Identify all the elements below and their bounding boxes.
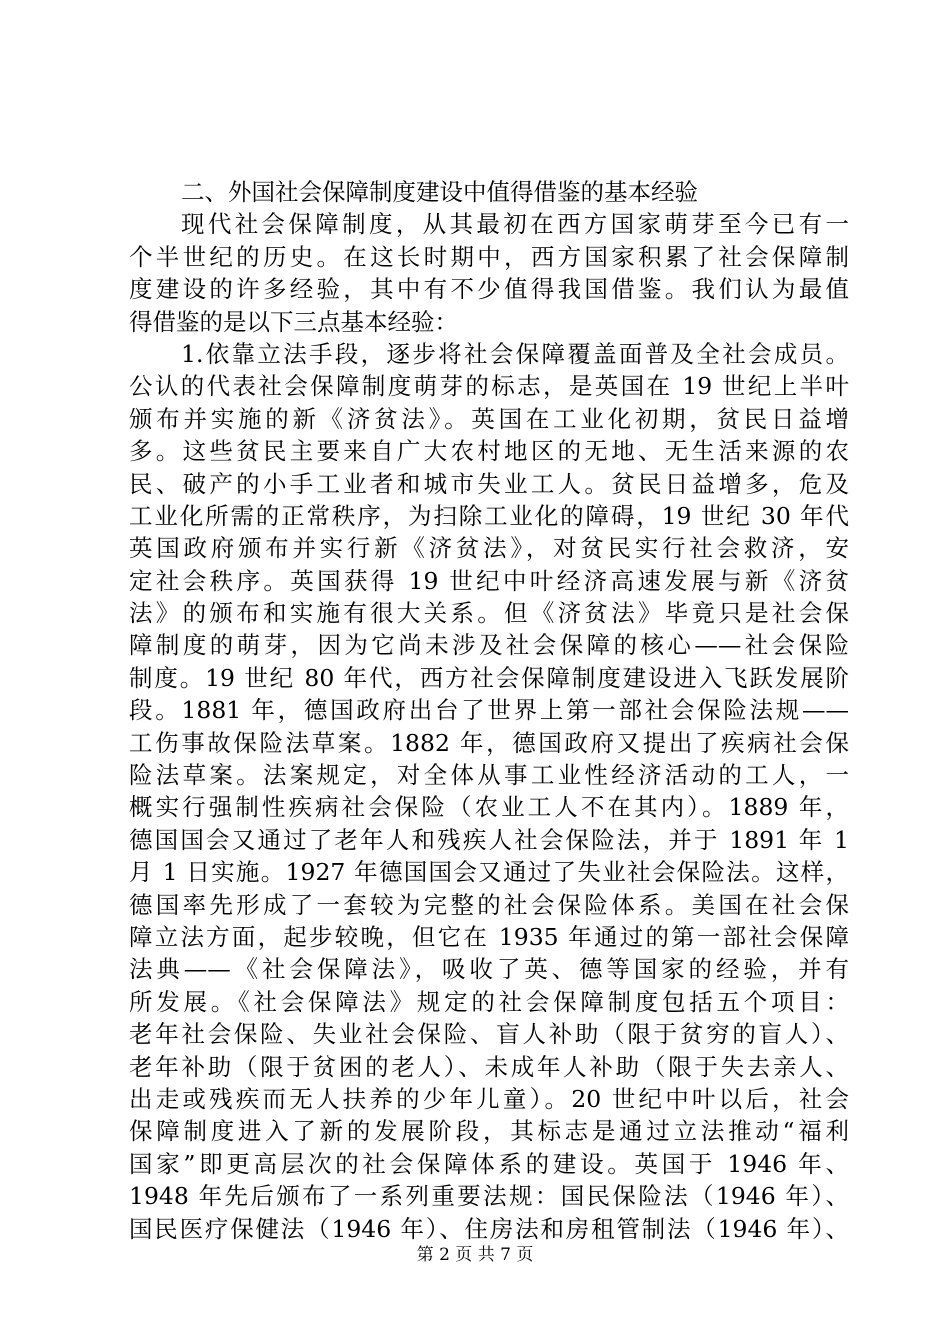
paragraph-line: 保障制度进入了新的发展阶段，其标志是通过立法推动“福利 bbox=[129, 1117, 849, 1146]
paragraph-line: 定社会秩序。英国获得 19 世纪中叶经济高速发展与新《济贫 bbox=[129, 566, 849, 595]
paragraph-line: 工伤事故保险法草案。1882 年，德国政府又提出了疾病社会保 bbox=[129, 728, 849, 757]
paragraph-line: 英国政府颁布并实行新《济贫法》，对贫民实行社会救济，安 bbox=[129, 534, 849, 563]
paragraph-line: 出走或残疾而无人扶养的少年儿童）。20 世纪中叶以后，社会 bbox=[129, 1084, 849, 1113]
paragraph-line: 德国率先形成了一套较为完整的社会保险体系。美国在社会保 bbox=[129, 890, 849, 919]
paragraph-line: 障制度的萌芽，因为它尚未涉及社会保障的核心——社会保险 bbox=[129, 631, 849, 660]
paragraph-line: 概实行强制性疾病社会保险（农业工人不在其内）。1889 年， bbox=[129, 793, 849, 822]
paragraph-line: 障立法方面，起步较晚，但它在 1935 年通过的第一部社会保障 bbox=[129, 922, 849, 951]
paragraph-line: 个半世纪的历史。在这长时期中，西方国家积累了社会保障制 bbox=[129, 242, 849, 271]
paragraph-line: 现代社会保障制度，从其最初在西方国家萌芽至今已有一 bbox=[181, 210, 849, 239]
paragraph-line: 法》的颁布和实施有很大关系。但《济贫法》毕竟只是社会保 bbox=[129, 599, 849, 628]
paragraph-line: 工业化所需的正常秩序，为扫除工业化的障碍，19 世纪 30 年代 bbox=[129, 501, 849, 530]
page-number-footer: 第 2 页 共 7 页 bbox=[416, 1245, 534, 1265]
paragraph-line: 1.依靠立法手段，逐步将社会保障覆盖面普及全社会成员。 bbox=[181, 339, 849, 368]
paragraph-line: 段。1881 年，德国政府出台了世界上第一部社会保险法规—— bbox=[129, 696, 849, 725]
paragraph-line: 得借鉴的是以下三点基本经验： bbox=[129, 307, 458, 336]
paragraph-line: 国民医疗保健法（1946 年）、住房法和房租管制法（1946 年）、 bbox=[129, 1214, 849, 1243]
paragraph-line: 德国国会又通过了老年人和残疾人社会保险法，并于 1891 年 1 bbox=[129, 825, 849, 854]
paragraph-line: 颁布并实施的新《济贫法》。英国在工业化初期，贫民日益增 bbox=[129, 404, 849, 433]
paragraph-line: 所发展。《社会保障法》规定的社会保障制度包括五个项目： bbox=[129, 987, 849, 1016]
paragraph-line: 公认的代表社会保障制度萌芽的标志，是英国在 19 世纪上半叶 bbox=[129, 372, 849, 401]
paragraph-line: 民、破产的小手工业者和城市失业工人。贫民日益增多，危及 bbox=[129, 469, 849, 498]
paragraph-line: 制度。19 世纪 80 年代，西方社会保障制度建设进入飞跃发展阶 bbox=[129, 663, 849, 692]
paragraph-line: 月 1 日实施。1927 年德国国会又通过了失业社会保险法。这样， bbox=[129, 858, 849, 887]
paragraph-line: 法典——《社会保障法》，吸收了英、德等国家的经验，并有 bbox=[129, 955, 849, 984]
paragraph-line: 国家”即更高层次的社会保障体系的建设。英国于 1946 年、 bbox=[129, 1149, 849, 1178]
paragraph-line: 1948 年先后颁布了一系列重要法规：国民保险法（1946 年）、 bbox=[129, 1182, 849, 1211]
document-body bbox=[129, 176, 849, 1245]
paragraph-line: 险法草案。法案规定，对全体从事工业性经济活动的工人，一 bbox=[129, 761, 849, 790]
paragraph-line: 多。这些贫民主要来自广大农村地区的无地、无生活来源的农 bbox=[129, 437, 849, 466]
paragraph-line: 老年补助（限于贫困的老人）、未成年人补助（限于失去亲人、 bbox=[129, 1052, 849, 1081]
paragraph-line: 老年社会保险、失业社会保险、盲人补助（限于贫穷的盲人）、 bbox=[129, 1020, 849, 1049]
paragraph-line: 度建设的许多经验，其中有不少值得我国借鉴。我们认为最值 bbox=[129, 275, 849, 304]
section-heading: 二、外国社会保障制度建设中值得借鉴的基本经验 bbox=[181, 178, 698, 206]
